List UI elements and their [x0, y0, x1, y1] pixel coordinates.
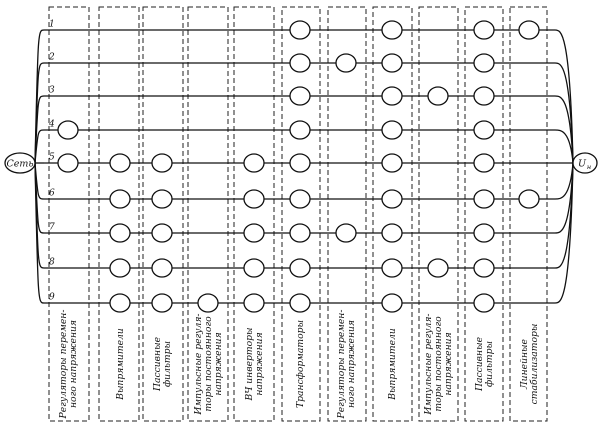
column-label-9-line-2: торы постоянного	[433, 316, 444, 412]
column-label-7-line-2: ного напряжения	[346, 319, 357, 409]
column-label-1-line-1: Регуляторы перемен-	[58, 309, 69, 419]
row-5-stage-2-node	[110, 154, 130, 172]
row-number-3: 3	[49, 85, 55, 96]
row-8-stage-2-node	[110, 259, 130, 277]
row-1-stage-10-node	[474, 21, 494, 39]
row-6-stage-2-node	[110, 190, 130, 208]
row-2-stage-8-node	[382, 54, 402, 72]
column-label-5-line-1: ВЧ инверторы	[244, 327, 255, 401]
column-label-3-line-2: фильтры	[162, 340, 173, 388]
row-number-9: 9	[49, 292, 55, 303]
row-number-2: 2	[49, 52, 55, 63]
row-9-stage-4-node	[198, 294, 218, 312]
column-label-11-line-2: стабилизаторы	[529, 323, 540, 405]
row-9-stage-10-node	[474, 294, 494, 312]
row-5-stage-1-node	[58, 154, 78, 172]
row-3-stage-6-node	[290, 87, 310, 105]
column-label-6-line-1: Трансформаторы	[295, 320, 306, 408]
row-7-stage-2-node	[110, 224, 130, 242]
row-7-stage-3-node	[152, 224, 172, 242]
column-label-5-line-2: напряжения	[254, 332, 265, 396]
row-2-stage-7-node	[336, 54, 356, 72]
column-label-4-line-1: Импульсные регуля-	[193, 313, 204, 415]
row-8-stage-9-node	[428, 259, 448, 277]
column-label-10-line-2: фильтры	[484, 340, 495, 388]
column-label-1-line-2: ного напряжения	[68, 319, 79, 409]
row-2-stage-6-node	[290, 54, 310, 72]
row-9-stage-5-node	[244, 294, 264, 312]
input-terminal-label: Сеть	[6, 158, 34, 170]
row-4-stage-1-node	[58, 121, 78, 139]
column-label-8-line-1: Выпрямители	[387, 328, 398, 400]
row-6-stage-5-node	[244, 190, 264, 208]
row-6-stage-8-node	[382, 190, 402, 208]
row-5-stage-5-node	[244, 154, 264, 172]
column-label-9-line-1: Импульсные регуля-	[423, 313, 434, 415]
row-6-stage-11-node	[519, 190, 539, 208]
row-5-stage-8-node	[382, 154, 402, 172]
row-4-stage-8-node	[382, 121, 402, 139]
output-terminal-subscript: н	[586, 163, 592, 171]
row-number-4: 4	[49, 119, 55, 130]
row-4-stage-6-node	[290, 121, 310, 139]
column-label-9-line-3: напряжения	[443, 332, 454, 396]
row-8-stage-8-node	[382, 259, 402, 277]
row-number-1: 1	[49, 19, 55, 30]
row-9-stage-6-node	[290, 294, 310, 312]
row-number-7: 7	[49, 222, 55, 233]
row-9-stage-3-node	[152, 294, 172, 312]
row-1-stage-8-node	[382, 21, 402, 39]
row-4-fan-out	[555, 130, 573, 163]
row-5-stage-6-node	[290, 154, 310, 172]
row-8-stage-6-node	[290, 259, 310, 277]
row-7-stage-10-node	[474, 224, 494, 242]
row-7-stage-8-node	[382, 224, 402, 242]
row-3-stage-9-node	[428, 87, 448, 105]
row-8-stage-3-node	[152, 259, 172, 277]
row-5-stage-10-node	[474, 154, 494, 172]
column-label-7-line-1: Регуляторы перемен-	[336, 309, 347, 419]
column-label-4-line-2: торы постоянного	[203, 316, 214, 412]
row-8-stage-10-node	[474, 259, 494, 277]
row-3-stage-10-node	[474, 87, 494, 105]
row-7-stage-6-node	[290, 224, 310, 242]
column-label-2-line-1: Выпрямители	[115, 328, 126, 400]
row-8-stage-5-node	[244, 259, 264, 277]
row-5-stage-3-node	[152, 154, 172, 172]
row-4-stage-10-node	[474, 121, 494, 139]
row-6-stage-10-node	[474, 190, 494, 208]
row-2-stage-10-node	[474, 54, 494, 72]
row-1-stage-11-node	[519, 21, 539, 39]
row-6-stage-3-node	[152, 190, 172, 208]
row-1-stage-6-node	[290, 21, 310, 39]
column-label-11-line-1: Линейные	[519, 339, 530, 389]
column-label-4-line-3: напряжения	[213, 332, 224, 396]
row-6-stage-6-node	[290, 190, 310, 208]
row-7-stage-7-node	[336, 224, 356, 242]
output-terminal-label: U	[577, 158, 587, 170]
row-number-8: 8	[49, 257, 55, 268]
column-label-3-line-1: Пассивные	[152, 336, 163, 392]
row-number-5: 5	[49, 152, 55, 163]
input-terminal	[5, 153, 35, 173]
row-7-stage-5-node	[244, 224, 264, 242]
column-label-10-line-1: Пассивные	[474, 336, 485, 392]
row-9-stage-2-node	[110, 294, 130, 312]
row-number-6: 6	[49, 188, 55, 199]
output-terminal	[573, 153, 597, 173]
row-3-stage-8-node	[382, 87, 402, 105]
row-9-stage-8-node	[382, 294, 402, 312]
